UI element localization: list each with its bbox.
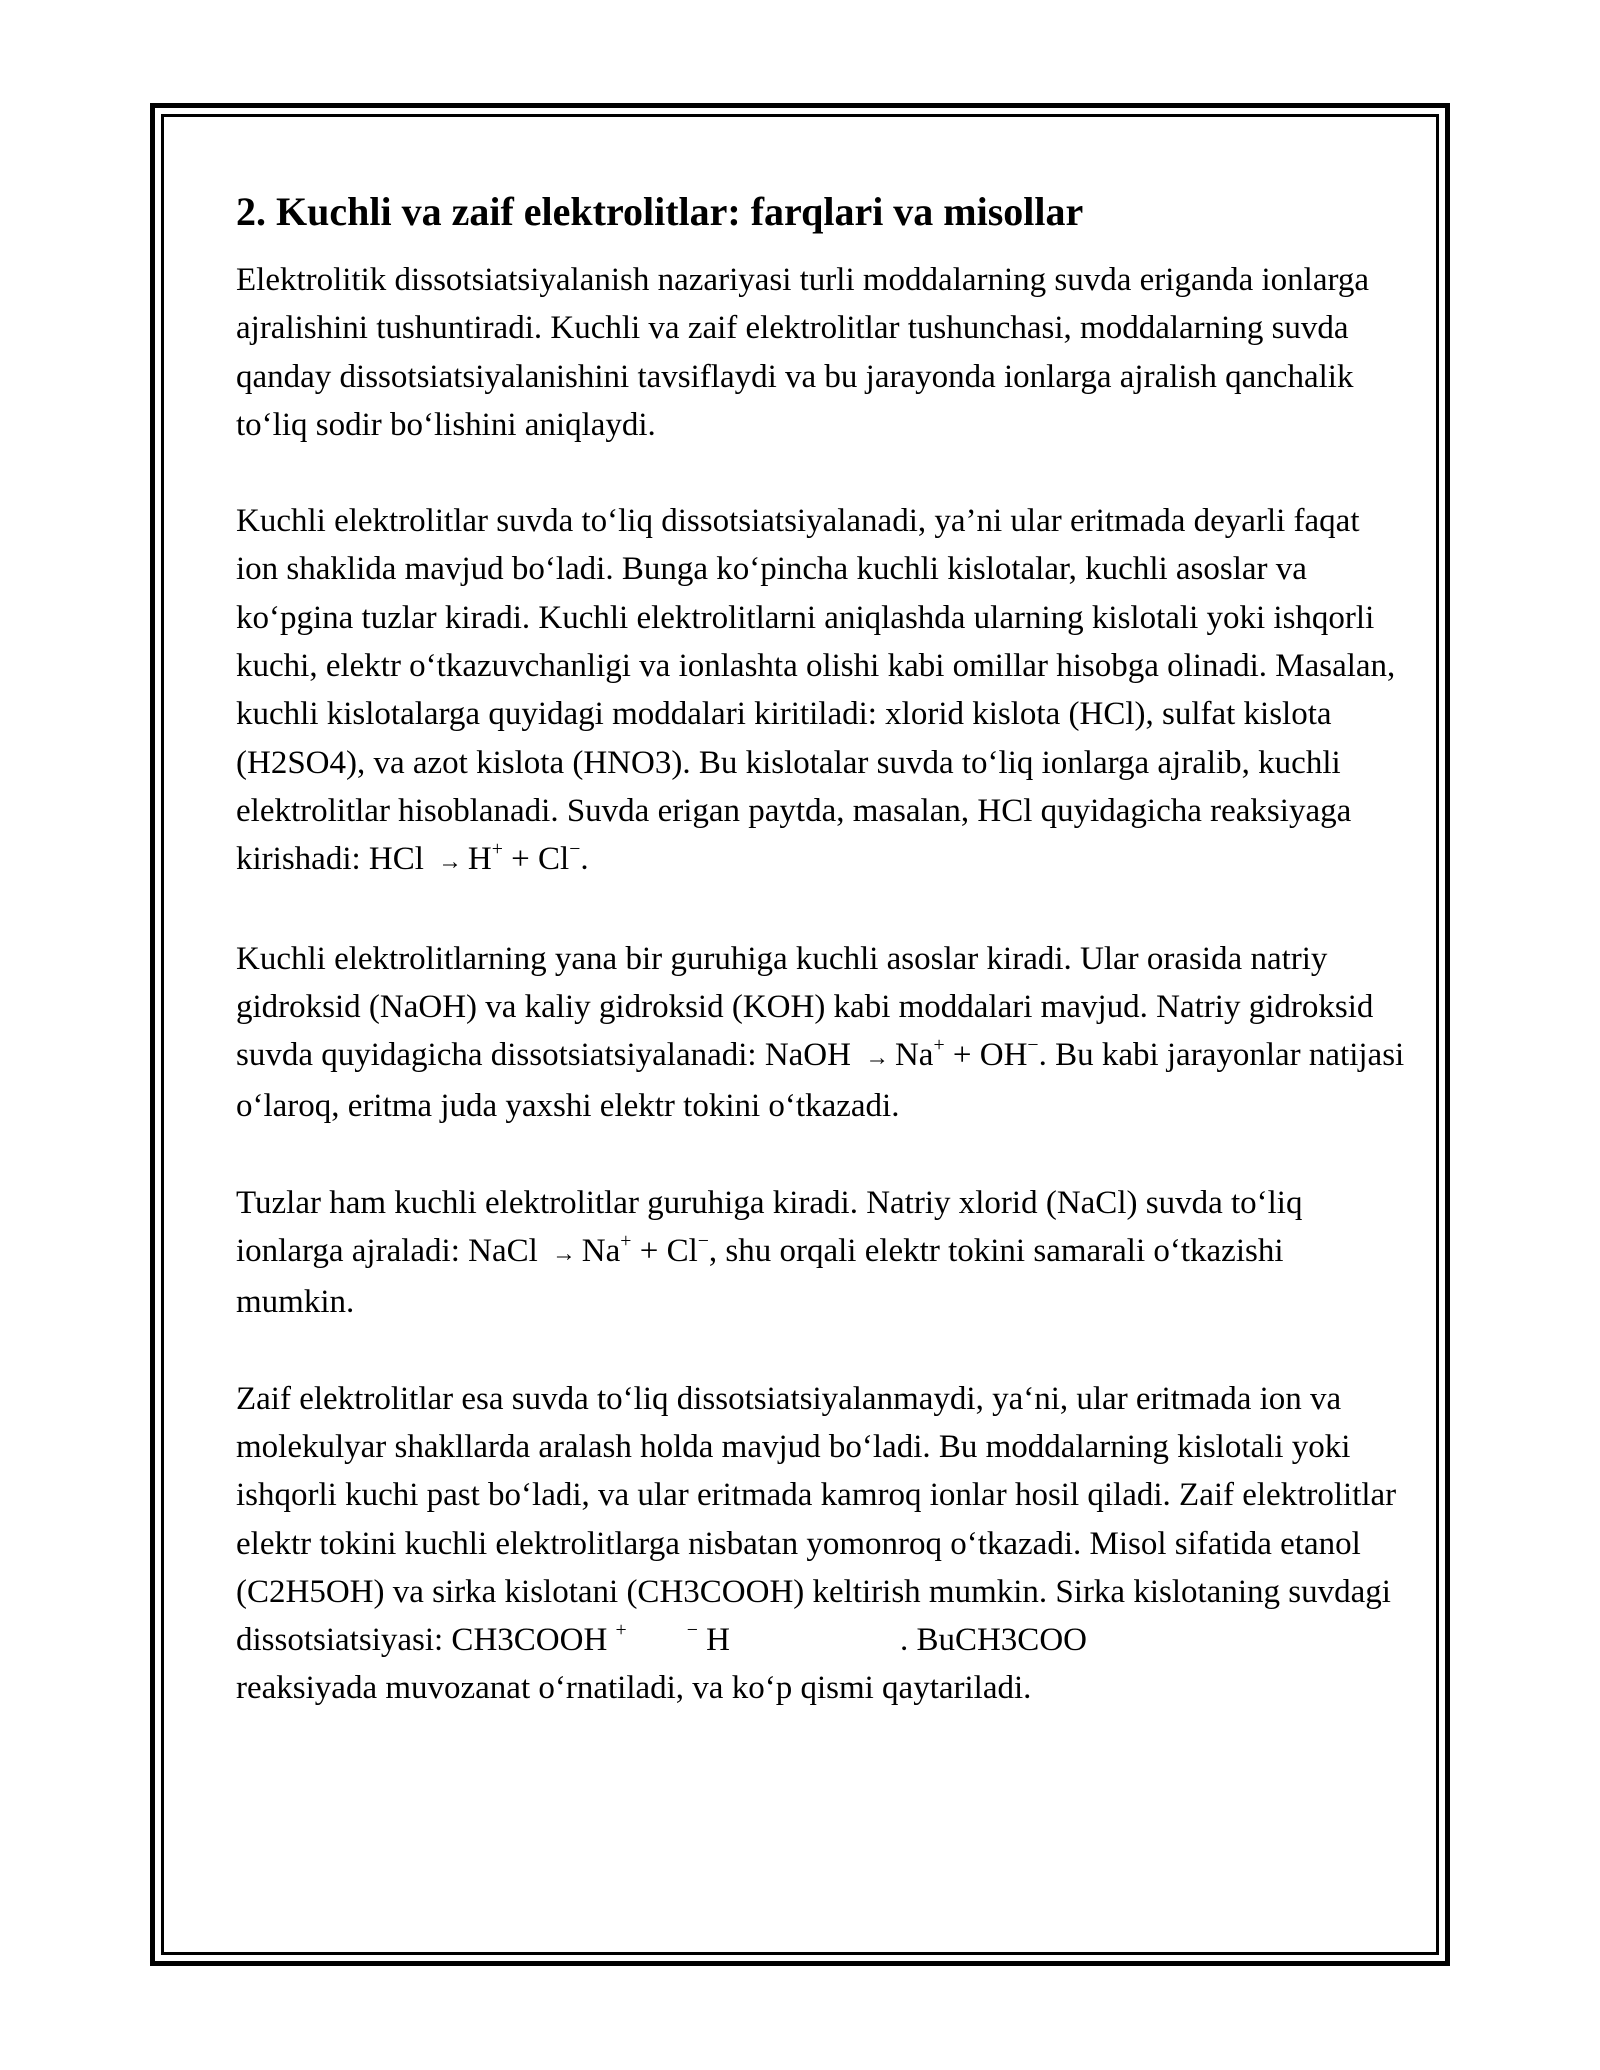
ion-charge: + bbox=[615, 1619, 627, 1642]
section-heading: 2. Kuchli va zaif elektrolitlar: farqlari va misollar bbox=[236, 189, 1084, 234]
ion-charge: + bbox=[620, 1230, 632, 1253]
paragraph-intro: Elektrolitik dissotsiatsiyalanish nazariyasi turli moddalarning suvda eriganda ionlarga ajralishini tushuntiradi. Kuchli va zaif elektrolitlar tushunchasi, moddalarning suvda qanday dissotsiatsiyalanishini tavsiflaydi va bu jarayonda ionlarga ajralish qanchalik to‘liq sodir bo‘lishini aniqlaydi. bbox=[236, 262, 1370, 443]
ion-symbol: Cl bbox=[666, 1233, 698, 1270]
ion-symbol: H bbox=[467, 841, 492, 878]
ion-charge: − bbox=[1027, 1034, 1039, 1057]
plus-symbol: + bbox=[639, 1233, 659, 1270]
ion-charge: + bbox=[933, 1034, 945, 1057]
paragraph-tail: , shu orqali elektr tokini samarali o‘tkazishi mumkin. bbox=[236, 1233, 1284, 1321]
arrow-symbol: → bbox=[552, 1241, 576, 1268]
paragraph-text: Zaif elektrolitlar esa suvda to‘liq dissotsiatsiyalanmaydi, ya‘ni, ular eritmada ion va molekulyar shakllarda aralash holda mavjud bo‘ladi. Bu moddalarning kislotali yoki ishqorli kuchi past bo‘ladi, va ular eritmada kamroq ionlar hosil qiladi. Zaif elektrolitlar elektr tokini kuchli elektrolitlarga nisbatan yomonroq o‘tkazadi. Misol sifatida etanol (C2H5OH) va sirka kislotani (CH3COOH) keltirish mumkin. Sirka kislotaning suvdagi dissotsiatsiyasi: CH3COOH bbox=[236, 1380, 1397, 1659]
sentence-end: . bbox=[580, 841, 589, 878]
ion-charge: − bbox=[686, 1619, 698, 1642]
ion-charge: + bbox=[491, 838, 503, 861]
ion-symbol: Na bbox=[894, 1037, 934, 1074]
arrow-symbol: → bbox=[438, 849, 462, 876]
ion-charge: − bbox=[569, 838, 581, 861]
ion-symbol: Na bbox=[581, 1233, 621, 1270]
plus-symbol: + bbox=[952, 1037, 972, 1074]
paragraph-strong-acids bbox=[236, 497, 1406, 886]
paragraph-text: Kuchli elektrolitlar suvda to‘liq dissotsiatsiyalanadi, ya’ni ular eritmada deyarli faqat ion shaklida mavjud bo‘ladi. Bunga ko‘pincha kuchli kislotalar, kuchli asoslar va ko‘pgina tuzlar kiradi. Kuchli elektrolitlarni aniqlashda ularning kislotali yoki ishqorli kuchi, elektr o‘tkazuvchanligi va ionlashta olishi kabi omillar hisobga olinadi. Masalan, kuchli kislotalarga quyidagi moddalari kiritiladi: xlorid kislota (HCl), sulfat kislota (H2SO4), va azot kislota (HNO3). Bu kislotalar suvda to‘liq ionlarga ajralib, kuchli elektrolitlar hisoblanadi. Suvda erigan paytda, masalan, HCl quyidagicha reaksiyaga kirishadi: HCl bbox=[236, 503, 1396, 878]
ion-symbol: H bbox=[706, 1622, 730, 1659]
paragraph-strong-bases bbox=[236, 935, 1406, 1131]
overlapping-text: . BuCH3COO bbox=[899, 1622, 1087, 1659]
paragraph-salts bbox=[236, 1179, 1406, 1327]
ion-symbol: Cl bbox=[538, 841, 570, 878]
ion-charge: − bbox=[697, 1230, 709, 1253]
plus-symbol: + bbox=[511, 841, 530, 878]
arrow-symbol: → bbox=[865, 1045, 889, 1072]
document-body bbox=[236, 186, 1406, 1761]
paragraph-text: Tuzlar ham kuchli elektrolitlar guruhiga kiradi. Natriy xlorid (NaCl) suvda to‘liq ionlarga ajraladi: NaCl bbox=[236, 1184, 1303, 1270]
ion-symbol: OH bbox=[979, 1037, 1028, 1074]
paragraph-tail: . Bu kabi jarayonlar natijasi o‘laroq, eritma juda yaxshi elektr tokini o‘tkazadi. bbox=[236, 1037, 1405, 1125]
paragraph-tail: reaksiyada muvozanat o‘rnatiladi, va ko‘p qismi qaytariladi. bbox=[236, 1670, 1032, 1707]
paragraph-text: Kuchli elektrolitlarning yana bir guruhiga kuchli asoslar kiradi. Ular orasida natriy gidroksid (NaOH) va kaliy gidroksid (KOH) kabi moddalari mavjud. Natriy gidroksid suvda quyidagicha dissotsiatsiyalanadi: NaOH bbox=[236, 940, 1374, 1074]
paragraph-weak-electrolytes bbox=[236, 1375, 1406, 1713]
